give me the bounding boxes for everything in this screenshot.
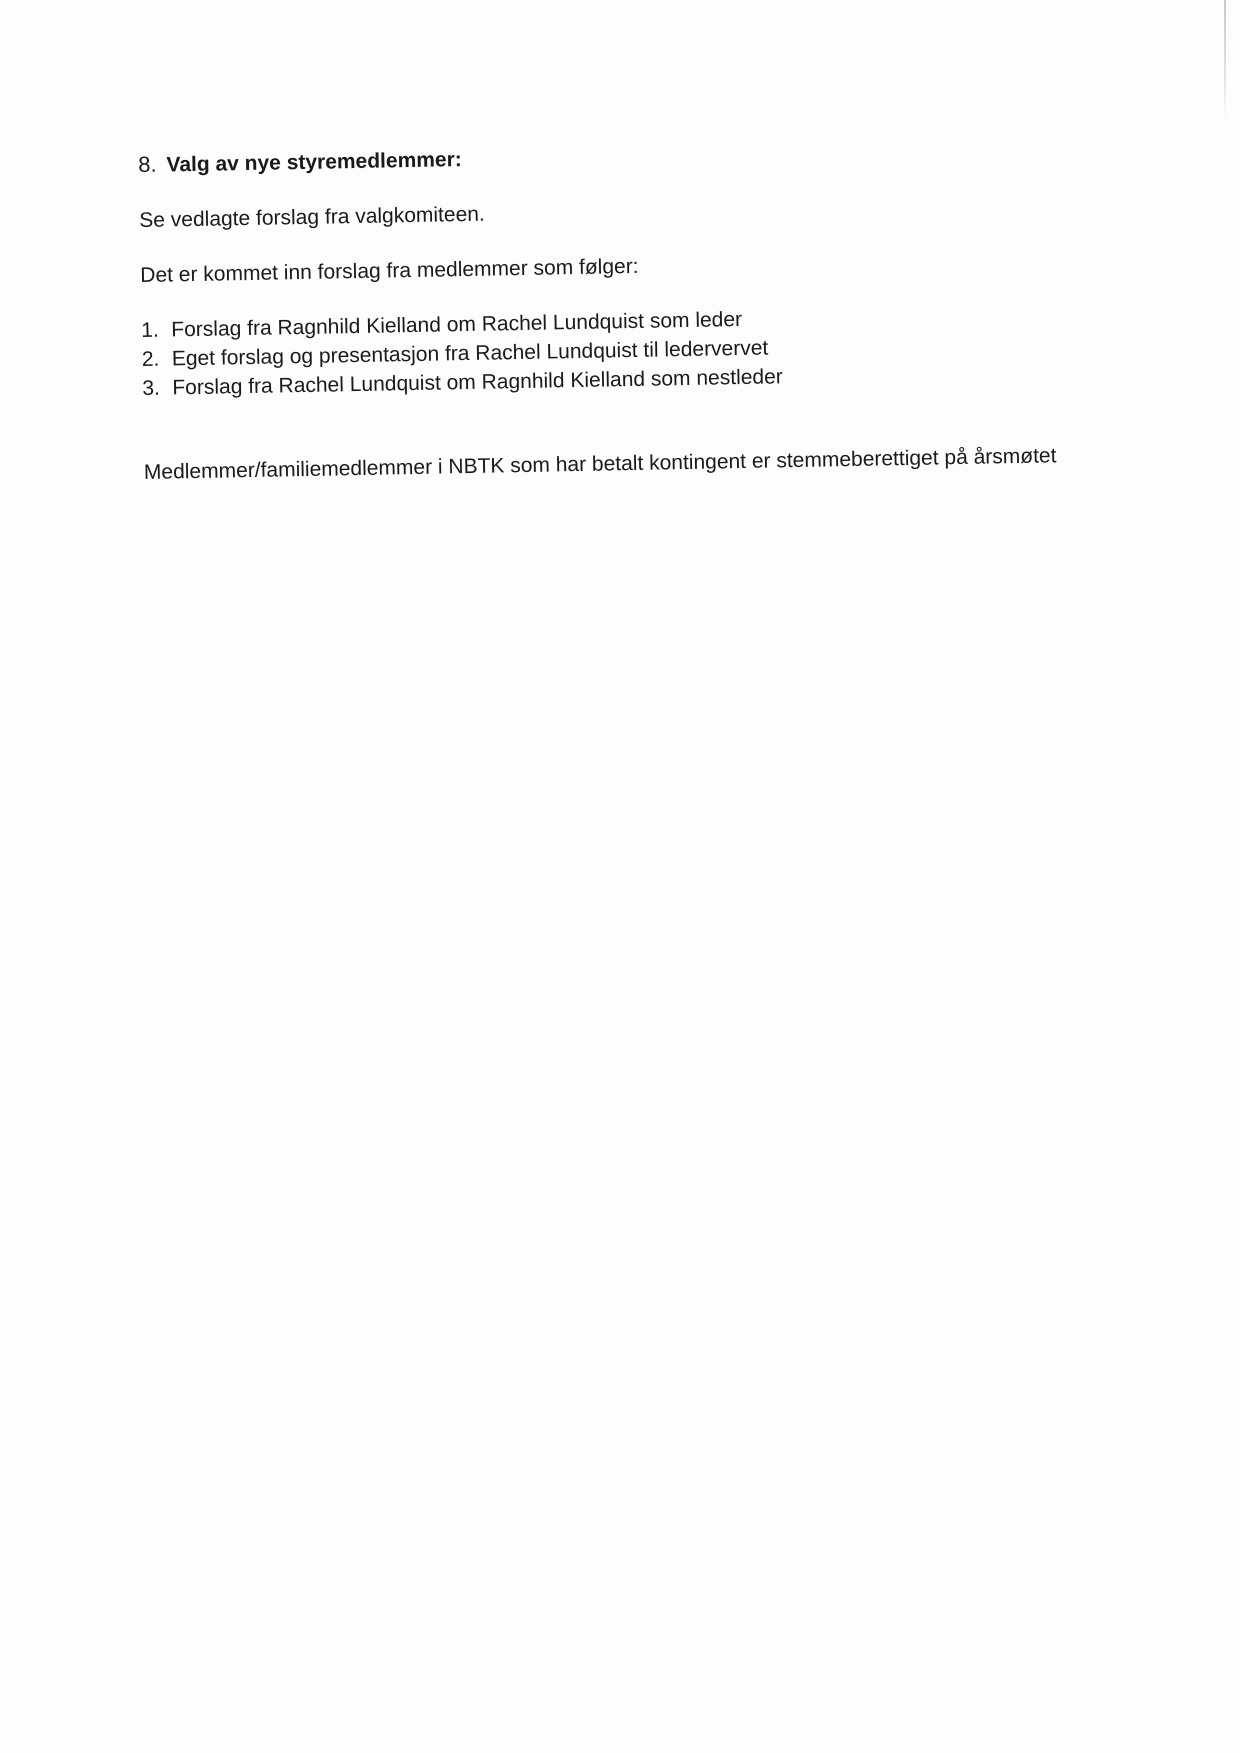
list-item-number: 2.: [141, 347, 160, 371]
section-title: Valg av nye styremedlemmer:: [166, 148, 462, 177]
voting-note: Medlemmer/familiemedlemmer i NBTK som har betalt kontingent er stemmeberettiget på årsmøtet: [143, 444, 1057, 484]
intro-paragraph: Se vedlagte forslag fra valgkomiteen.: [139, 202, 485, 232]
section-heading: [138, 132, 1098, 180]
list-item-number: 1.: [141, 318, 160, 342]
list-item-text: Forslag fra Rachel Lundquist om Ragnhild Kielland som nestleder: [172, 365, 783, 400]
scan-edge-line: [1224, 0, 1226, 120]
proposals-intro-paragraph: Det er kommet inn forslag fra medlemmer som følger:: [140, 254, 639, 287]
document-content: [138, 132, 1104, 488]
list-item-text: Forslag fra Ragnhild Kielland om Rachel Lundquist som leder: [171, 307, 743, 342]
proposals-list: [141, 298, 1102, 403]
list-item-number: 3.: [142, 376, 161, 400]
section-number: 8.: [138, 151, 157, 177]
list-item-text: Eget forslag og presentasjon fra Rachel Lundquist til ledervervet: [171, 336, 769, 371]
